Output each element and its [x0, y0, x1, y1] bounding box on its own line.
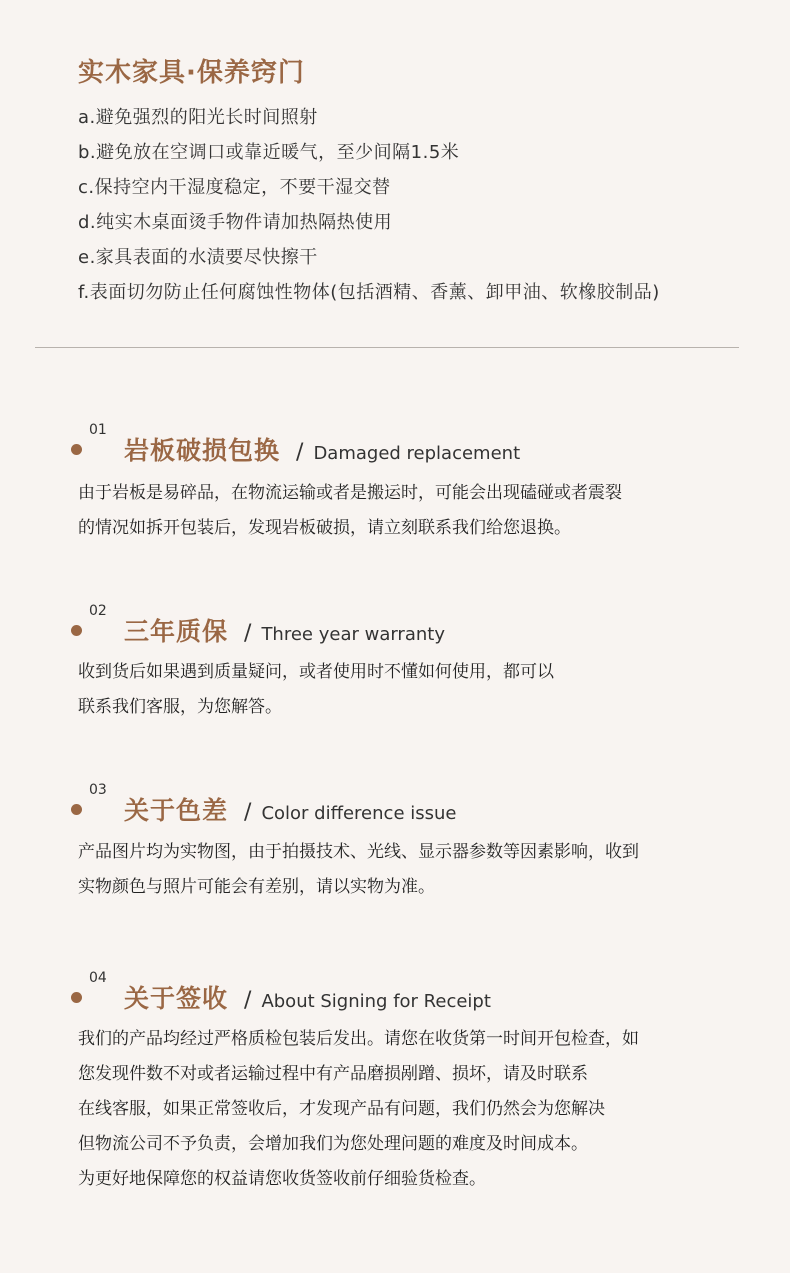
care-item: b.避免放在空调口或靠近暖气，至少间隔1.5米	[78, 142, 460, 163]
section-number: 02	[89, 603, 107, 619]
title-separator: /	[244, 800, 252, 825]
section-title-en: Color difference issue	[261, 803, 457, 824]
section-title: 关于色差	[124, 796, 229, 825]
body-line: 实物颜色与照片可能会有差别，请以实物为准。	[78, 877, 435, 897]
body-line: 的情况如拆开包装后，发现岩板破损，请立刻联系我们给您退换。	[78, 518, 571, 538]
title-separator: /	[296, 440, 304, 465]
section-heading	[124, 431, 520, 467]
body-line: 但物流公司不予负责，会增加我们为您处理问题的难度及时间成本。	[78, 1134, 588, 1154]
section-body	[78, 476, 758, 546]
body-line: 联系我们客服，为您解答。	[78, 697, 282, 717]
bullet-dot-icon	[71, 625, 82, 636]
section-number: 03	[89, 782, 107, 798]
title-separator: /	[244, 621, 252, 646]
care-item: f.表面切勿防止任何腐蚀性物体(包括酒精、香薰、卸甲油、软橡胶制品)	[78, 282, 660, 303]
section-heading	[124, 979, 491, 1015]
section-body	[78, 835, 758, 905]
bullet-dot-icon	[71, 804, 82, 815]
section-number: 01	[89, 422, 107, 438]
care-item: d.纯实木桌面烫手物件请加热隔热使用	[78, 212, 393, 233]
section-title: 关于签收	[124, 984, 229, 1013]
body-line: 产品图片均为实物图，由于拍摄技术、光线、显示器参数等因素影响，收到	[78, 842, 639, 862]
section-body	[78, 655, 758, 725]
title-separator: /	[244, 988, 252, 1013]
care-list	[78, 100, 660, 310]
section-title: 三年质保	[124, 617, 229, 646]
care-item: e.家具表面的水渍要尽快擦干	[78, 247, 318, 268]
body-line: 在线客服，如果正常签收后，才发现产品有问题，我们仍然会为您解决	[78, 1099, 605, 1119]
care-item: a.避免强烈的阳光长时间照射	[78, 107, 318, 128]
section-body	[78, 1022, 758, 1197]
section-title-en: Three year warranty	[261, 624, 445, 645]
section-title-en: Damaged replacement	[313, 443, 521, 464]
section-heading	[124, 791, 456, 827]
section-title: 岩板破损包换	[124, 436, 281, 465]
care-item: c.保持空内干湿度稳定，不要干湿交替	[78, 177, 391, 198]
section-divider	[35, 347, 739, 348]
section-heading	[124, 612, 445, 648]
body-line: 收到货后如果遇到质量疑问，或者使用时不懂如何使用，都可以	[78, 662, 554, 682]
section-number: 04	[89, 970, 107, 986]
body-line: 由于岩板是易碎品，在物流运输或者是搬运时，可能会出现磕碰或者震裂	[78, 483, 622, 503]
body-line: 我们的产品均经过严格质检包装后发出。请您在收货第一时间开包检查，如	[78, 1029, 639, 1049]
body-line: 为更好地保障您的权益请您收货签收前仔细验货检查。	[78, 1169, 486, 1189]
care-title: 实木家具·保养窍门	[78, 58, 305, 88]
bullet-dot-icon	[71, 444, 82, 455]
body-line: 您发现件数不对或者运输过程中有产品磨损剐蹭、损坏，请及时联系	[78, 1064, 588, 1084]
section-title-en: About Signing for Receipt	[261, 991, 491, 1012]
bullet-dot-icon	[71, 992, 82, 1003]
